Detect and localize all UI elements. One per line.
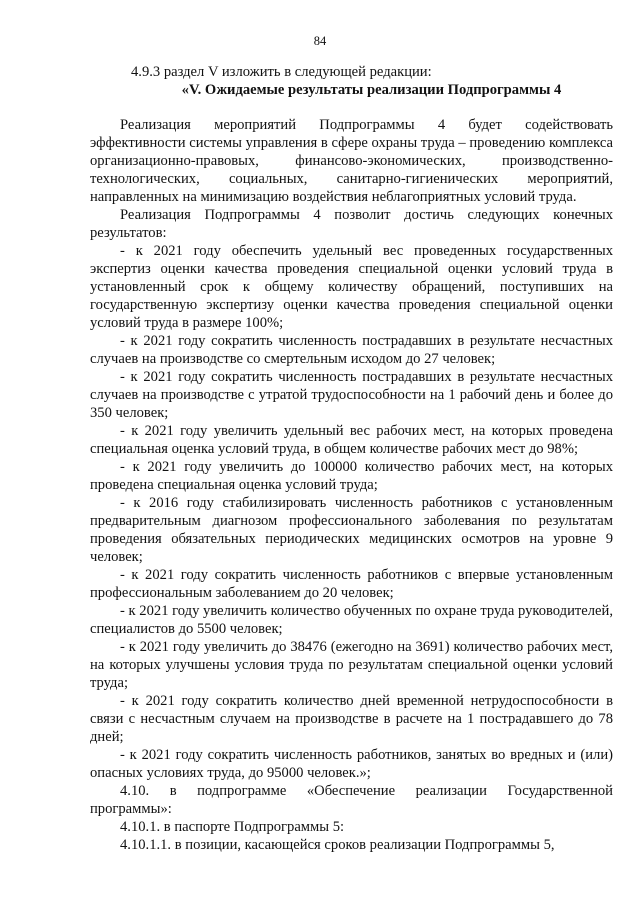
paragraph: Реализация мероприятий Подпрограммы 4 будет содействовать эффективности системы управления в сфере охраны труда – проведению комплекса организационно-правовых, финансово-экономических, производственно-технологических, социальных, санитарно-гигиенических мероприятий, направленных на минимизацию воздействия неблагоприятных условий труда. xyxy=(90,117,613,205)
document-body xyxy=(90,60,613,854)
paragraph: 4.10. в подпрограмме «Обеспечение реализации Государственной программы»: xyxy=(90,783,613,817)
list-item: - к 2021 году увеличить до 38476 (ежегодно на 3691) количество рабочих мест, на которых улучшены условия труда по результатам специальной оценки условий труда; xyxy=(90,639,613,691)
list-item: - к 2021 году обеспечить удельный вес проведенных государственных экспертиз оценки качества проведения специальной оценки условий труда в установленный срок к общему количеству обращений, поступивших на государственную экспертизу оценки качества проведения специальной оценки условий труда в размере 100%; xyxy=(90,243,613,331)
list-item: - к 2021 году увеличить количество обученных по охране труда руководителей, специалистов до 5500 человек; xyxy=(90,603,613,637)
paragraph: 4.10.1.1. в позиции, касающейся сроков реализации Подпрограммы 5, xyxy=(120,837,555,853)
list-item: - к 2021 году увеличить удельный вес рабочих мест, на которых проведена специальная оценка условий труда, в общем количестве рабочих мест до 98%; xyxy=(90,423,613,457)
paragraph: 4.10.1. в паспорте Подпрограммы 5: xyxy=(120,819,345,835)
section-heading: «V. Ожидаемые результаты реализации Подпрограммы 4 xyxy=(181,82,562,98)
list-item: - к 2016 году стабилизировать численность работников с установленным предварительным диагнозом профессионального заболевания по результатам проведения обязательных периодических медицинских осмотров на уровне 9 человек; xyxy=(90,495,613,565)
list-item: - к 2021 году сократить численность работников, занятых во вредных и (или) опасных условиях труда, до 95000 человек.»; xyxy=(90,747,613,781)
page-number: 84 xyxy=(313,34,327,48)
list-item: - к 2021 году сократить количество дней временной нетрудоспособности в связи с несчастным случаем на производстве в расчете на 1 пострадавшего до 78 дней; xyxy=(90,693,613,745)
paragraph: Реализация Подпрограммы 4 позволит достичь следующих конечных результатов: xyxy=(90,207,613,241)
list-item: - к 2021 году сократить численность пострадавших в результате несчастных случаев на производстве с утратой трудоспособности на 1 рабочий день и более до 350 человек; xyxy=(90,369,613,421)
list-item: - к 2021 году сократить численность работников с впервые установленным профессиональным заболеванием до 20 человек; xyxy=(90,567,613,601)
list-item: - к 2021 году увеличить до 100000 количество рабочих мест, на которых проведена специальная оценка условий труда; xyxy=(90,459,613,493)
list-item: - к 2021 году сократить численность пострадавших в результате несчастных случаев на производстве со смертельным исходом до 27 человек; xyxy=(90,333,613,367)
intro-line: 4.9.3 раздел V изложить в следующей редакции: xyxy=(131,64,432,80)
